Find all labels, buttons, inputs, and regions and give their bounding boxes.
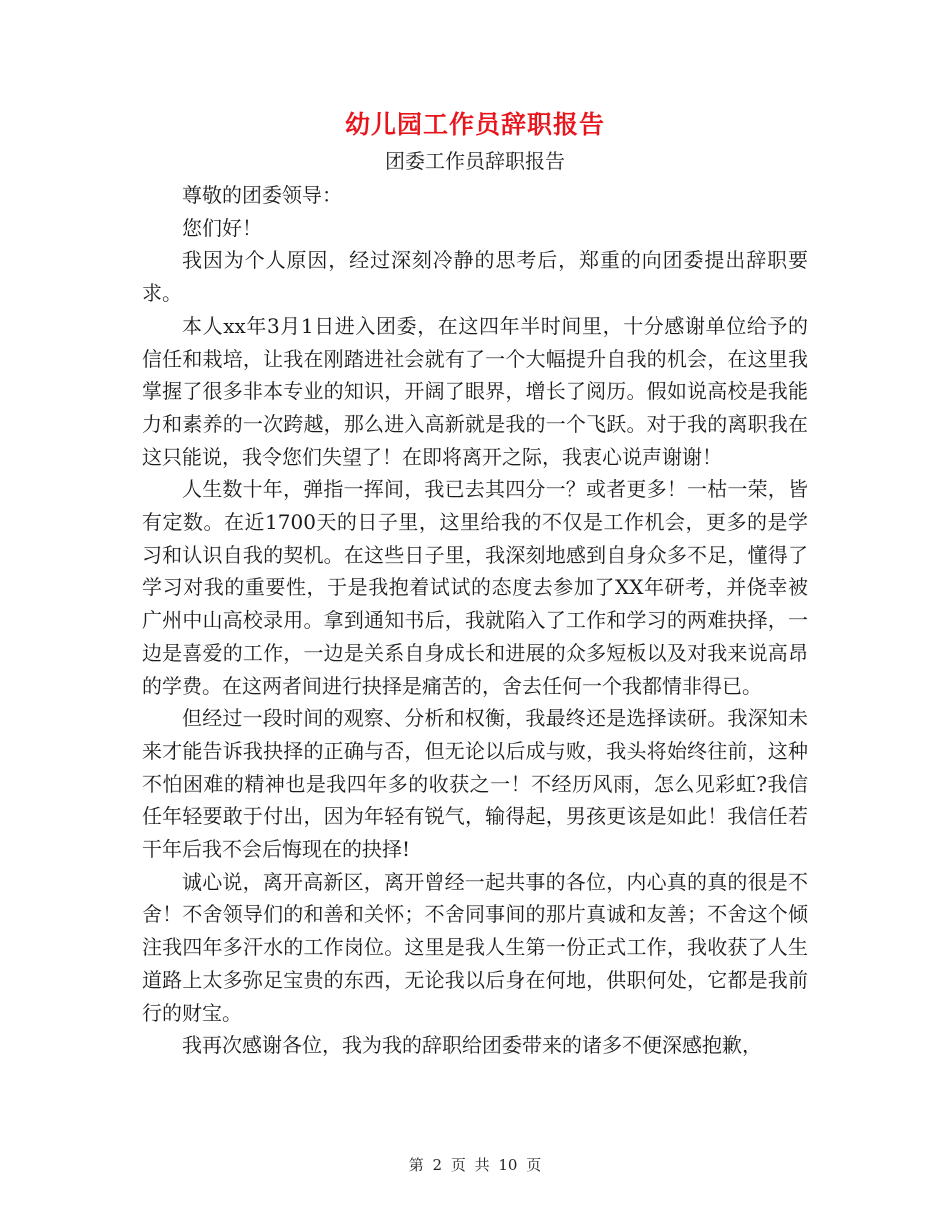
document-subtitle: 团委工作员辞职报告 — [385, 149, 565, 173]
greeting: 您们好！ — [182, 215, 262, 240]
salutation: 尊敬的团委领导： — [182, 183, 342, 207]
body-paragraph: 诚心说，离开高新区，离开曾经一起共事的各位，内心真的真的很是不舍！不舍领导们的和善和关怀；不舍同事间的那片真诚和友善；不舍这个倾注我四年多汗水的工作岗位。这里是我人生第一份正式工作，我收获了人生道路上太多弥足宝贵的东西，无论我以后身在何地，供职何处，它都是我前行的财宝。 — [142, 869, 808, 1025]
document-title: 幼儿园工作员辞职报告 — [344, 110, 605, 139]
body-paragraph: 我再次感谢各位，我为我的辞职给团委带来的诸多不便深感抱歉， — [182, 1033, 762, 1058]
page-number-footer: 第 2 页 共 10 页 — [408, 1156, 542, 1174]
body-paragraph: 我因为个人原因，经过深刻冷静的思考后，郑重的向团委提出辞职要求。 — [142, 248, 808, 306]
body-paragraph: 但经过一段时间的观察、分析和权衡，我最终还是选择读研。我深知未来才能告诉我抉择的正确与否，但无论以后成与败，我头将始终往前，这种不怕困难的精神也是我四年多的收获之一！不经历风雨，怎么见彩虹?我信任年轻要敢于付出，因为年轻有锐气，输得起，男孩更该是如此！我信任若干年后我不会后悔现在的抉择! — [142, 706, 808, 862]
body-paragraph: 本人xx年3月1日进入团委，在这四年半时间里，十分感谢单位给予的信任和栽培，让我在刚踏进社会就有了一个大幅提升自我的机会，在这里我掌握了很多非本专业的知识，开阔了眼界，增长了阅历。假如说高校是我能力和素养的一次跨越，那么进入高新就是我的一个飞跃。对于我的离职我在这只能说，我令您们失望了！在即将离开之际，我衷心说声谢谢！ — [142, 313, 808, 469]
document-body — [142, 179, 808, 1062]
body-paragraph: 人生数十年，弹指一挥间，我已去其四分一？或者更多！一枯一荣，皆有定数。在近1700天的日子里，这里给我的不仅是工作机会，更多的是学习和认识自我的契机。在这些日子里，我深刻地感到自身众多不足，懂得了学习对我的重要性，于是我抱着试试的态度去参加了XX年研考，并侥幸被广州中山高校录用。拿到通知书后，我就陷入了工作和学习的两难抉择，一边是喜爱的工作，一边是关系自身成长和进展的众多短板以及对我来说高昂的学费。在这两者间进行抉择是痛苦的，舍去任何一个我都情非得已。 — [142, 477, 808, 698]
